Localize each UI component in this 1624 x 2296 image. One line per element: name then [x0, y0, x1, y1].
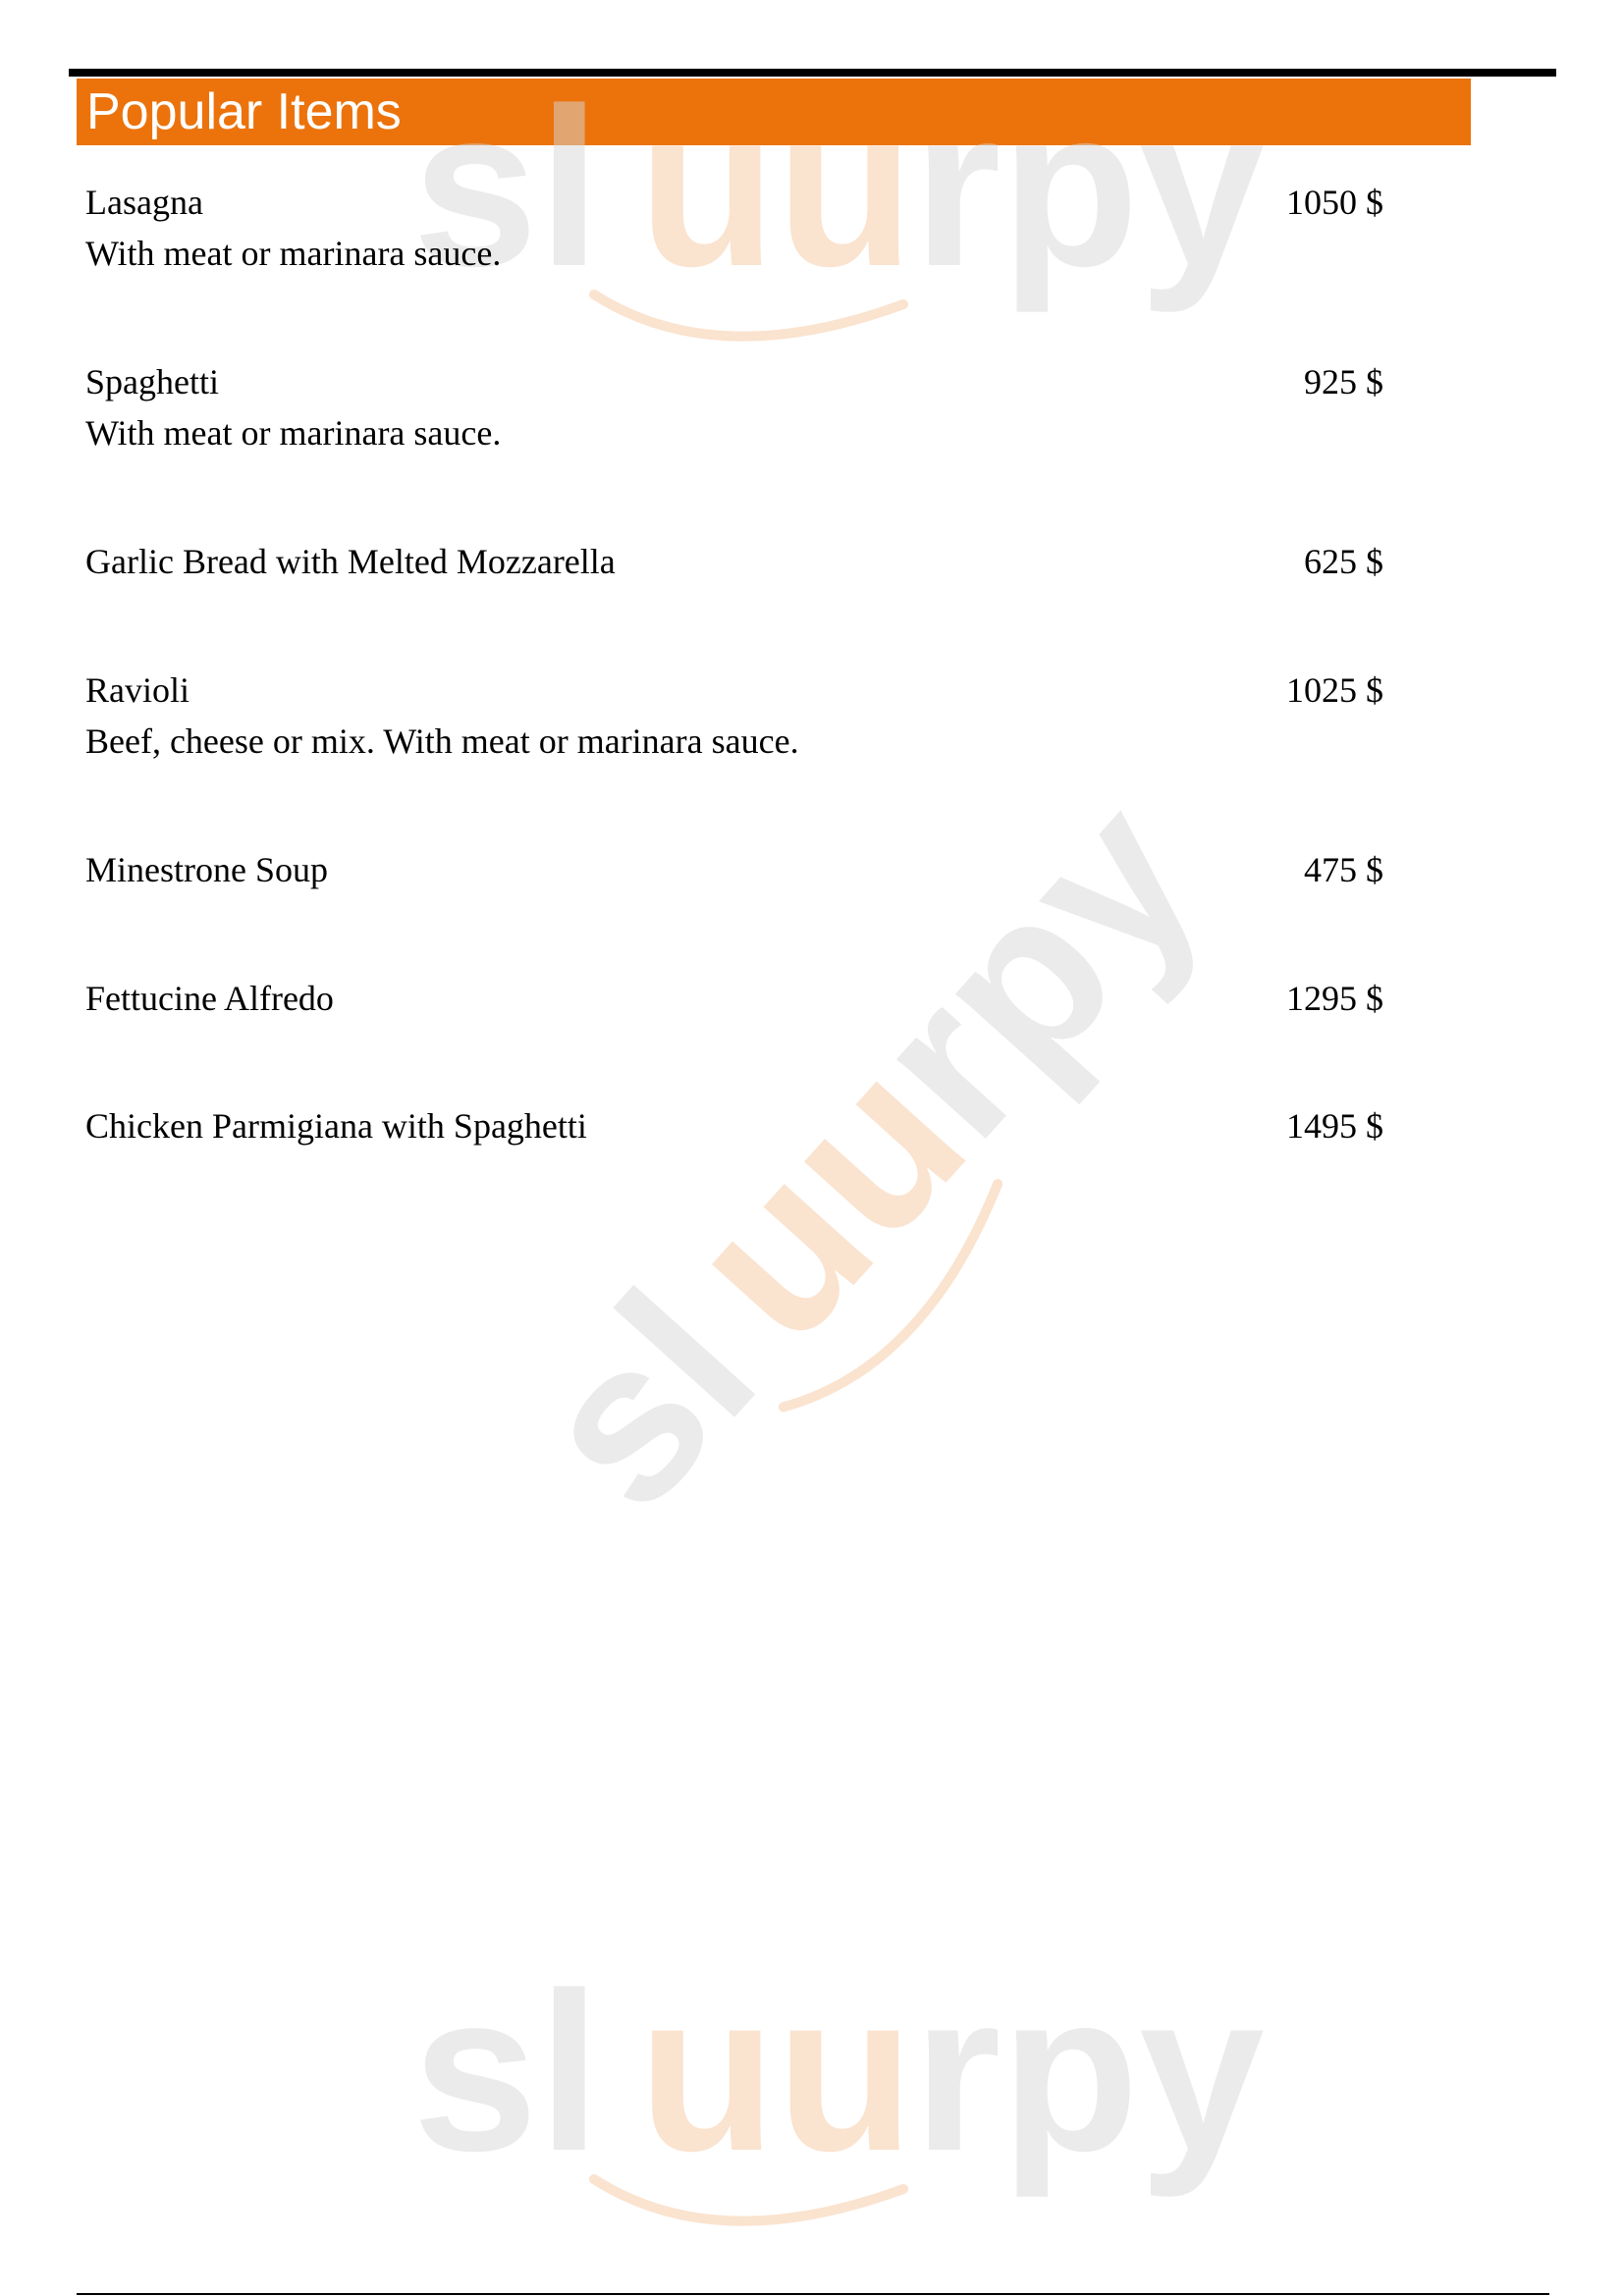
svg-text:sl: sl — [412, 61, 601, 313]
item-price: 475 $ — [1304, 850, 1383, 889]
item-price: 1050 $ — [1286, 183, 1383, 222]
item-name: Minestrone Soup — [85, 850, 328, 889]
item-description: Beef, cheese or mix. With meat or marinara sauce. — [85, 721, 799, 761]
top-rule — [69, 69, 1556, 77]
section-title: Popular Items — [86, 83, 402, 140]
item-price: 1295 $ — [1286, 979, 1383, 1018]
sluurpy-watermark-logo — [393, 1924, 1265, 2218]
item-name: Lasagna — [85, 183, 203, 222]
svg-text:uu: uu — [639, 1012, 1012, 1387]
item-description: With meat or marinara sauce. — [85, 413, 502, 453]
section-header — [77, 79, 1471, 145]
item-price: 925 $ — [1304, 362, 1383, 401]
bottom-rule — [77, 2293, 1549, 2295]
item-price: 625 $ — [1304, 542, 1383, 581]
item-price: 1495 $ — [1286, 1106, 1383, 1146]
item-description: With meat or marinara sauce. — [85, 234, 502, 273]
svg-text:uu: uu — [638, 61, 914, 313]
svg-text:sl: sl — [412, 1946, 601, 2198]
item-name: Garlic Bread with Melted Mozzarella — [85, 542, 616, 581]
sluurpy-watermark-logo — [459, 752, 1246, 1583]
item-name: Ravioli — [85, 670, 189, 710]
svg-text:sl: sl — [488, 1246, 802, 1555]
item-name: Chicken Parmigiana with Spaghetti — [85, 1106, 587, 1146]
svg-text:uu: uu — [638, 1946, 914, 2198]
svg-text:rpy: rpy — [913, 61, 1265, 313]
svg-text:rpy: rpy — [823, 752, 1246, 1183]
item-price: 1025 $ — [1286, 670, 1383, 710]
svg-text:rpy: rpy — [913, 1946, 1265, 2198]
item-name: Fettucine Alfredo — [85, 979, 334, 1018]
item-name: Spaghetti — [85, 362, 219, 401]
